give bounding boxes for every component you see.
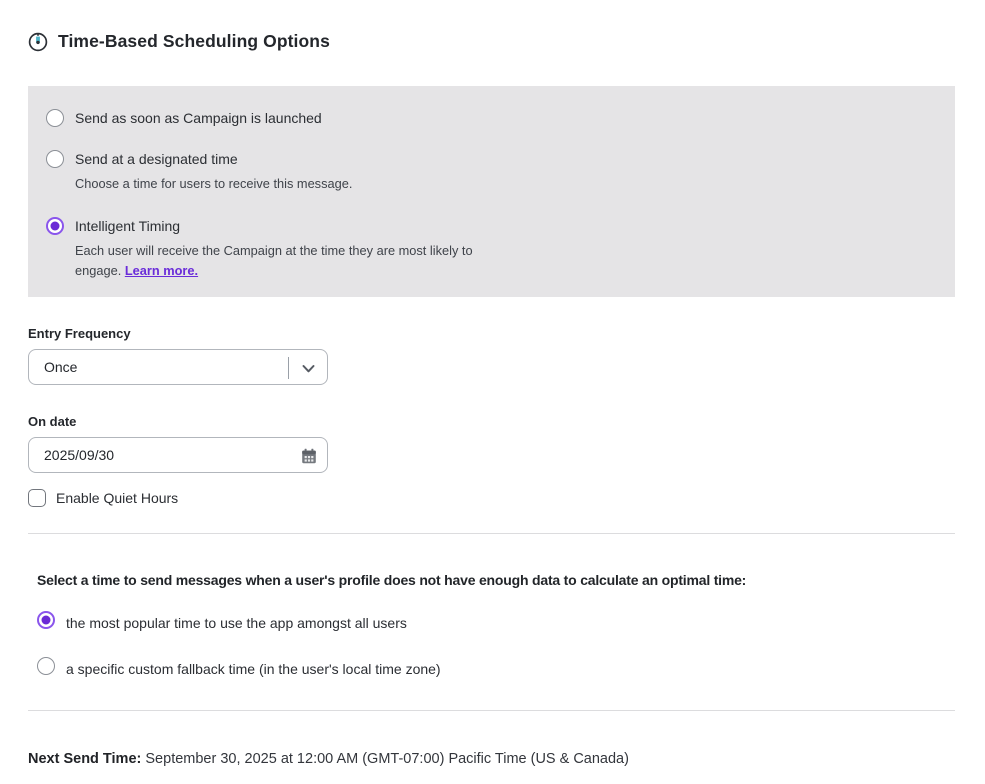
option-text xyxy=(75,108,322,127)
option-text xyxy=(75,149,352,194)
page-header xyxy=(28,0,955,52)
option-label: Send at a designated time xyxy=(75,151,238,167)
chevron-down-icon xyxy=(301,361,316,376)
on-date-input[interactable] xyxy=(29,447,279,463)
radio-send-immediately[interactable] xyxy=(46,109,64,127)
option-label: a specific custom fallback time (in the user's local time zone) xyxy=(66,661,441,677)
fallback-section xyxy=(37,572,955,681)
option-custom-fallback-time[interactable] xyxy=(37,657,955,681)
divider xyxy=(28,533,955,534)
option-text xyxy=(75,216,505,281)
next-send-time-value: September 30, 2025 at 12:00 AM (GMT-07:00) Pacific Time (US & Canada) xyxy=(141,751,629,767)
fallback-prompt: Select a time to send messages when a user's profile does not have enough data to calculate an optimal time: xyxy=(37,572,747,588)
on-date-label: On date xyxy=(28,414,77,429)
page-title: Time-Based Scheduling Options xyxy=(58,31,330,51)
entry-frequency-label: Entry Frequency xyxy=(28,326,131,341)
select-divider xyxy=(288,357,289,379)
radio-intelligent-timing[interactable] xyxy=(46,217,64,235)
option-description-text: Each user will receive the Campaign at the time they are most likely to engage. xyxy=(75,243,473,278)
entry-frequency-select[interactable] xyxy=(28,349,328,385)
option-description xyxy=(75,241,505,281)
quiet-hours-checkbox[interactable] xyxy=(28,489,46,507)
next-send-time-label: Next Send Time: xyxy=(28,751,142,767)
learn-more-link[interactable]: Learn more. xyxy=(124,263,199,278)
next-send-time xyxy=(28,751,955,767)
option-label: the most popular time to use the app amongst all users xyxy=(66,615,407,631)
clock-icon xyxy=(28,32,48,52)
option-description: Choose a time for users to receive this message. xyxy=(75,176,353,191)
quiet-hours-label: Enable Quiet Hours xyxy=(56,490,179,506)
quiet-hours-row[interactable] xyxy=(28,489,955,507)
scheduling-options-panel xyxy=(28,86,955,297)
option-label: Intelligent Timing xyxy=(75,218,181,234)
radio-most-popular-time[interactable] xyxy=(37,611,55,629)
entry-frequency-value: Once xyxy=(44,359,78,375)
option-intelligent-timing[interactable] xyxy=(46,216,935,281)
on-date-field[interactable] xyxy=(28,437,328,473)
option-designated-time[interactable] xyxy=(46,149,935,194)
option-label: Send as soon as Campaign is launched xyxy=(75,110,322,126)
calendar-icon[interactable] xyxy=(301,448,317,464)
option-most-popular-time[interactable] xyxy=(37,611,955,635)
radio-custom-fallback-time[interactable] xyxy=(37,657,55,675)
radio-designated-time[interactable] xyxy=(46,150,64,168)
divider xyxy=(28,710,955,711)
option-send-immediately[interactable] xyxy=(46,108,935,127)
